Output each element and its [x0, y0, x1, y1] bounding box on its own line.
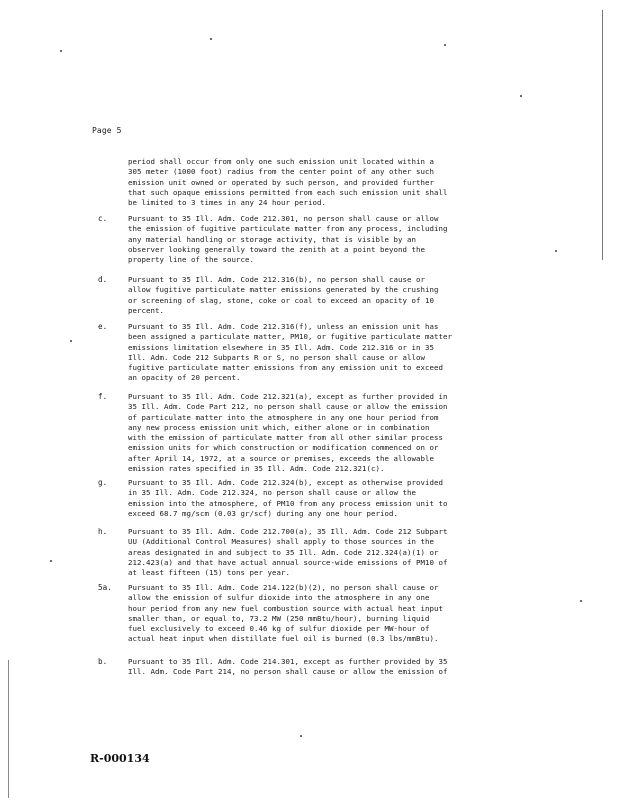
text-line: an opacity of 20 percent. [128, 373, 241, 383]
paragraph [128, 392, 520, 474]
scan-edge-line [602, 10, 603, 260]
page-label: Page 5 [92, 126, 122, 135]
text-line: been assigned a particulate matter, PM10, or fugitive particulate matter [128, 332, 452, 342]
text-line: any new process emission unit which, either alone or in combination [128, 422, 430, 432]
text-line: 35 Ill. Adm. Code Part 212, no person shall cause or allow the emission [128, 402, 448, 412]
text-line: Pursuant to 35 Ill. Adm. Code 212.301, no person shall cause or allow [128, 214, 439, 223]
text-line: Pursuant to 35 Ill. Adm. Code 214.301, except as further provided by 35 [128, 657, 448, 666]
text-line: that such opaque emissions permitted from each such emission unit shall [128, 187, 448, 197]
scan-speck [210, 38, 212, 40]
text-line: allow the emission of sulfur dioxide into the atmosphere in any one [128, 593, 430, 603]
text-line: Pursuant to 35 Ill. Adm. Code 212.324(b), except as otherwise provided [128, 478, 443, 487]
text-line: any material handling or storage activity, that is visible by an [128, 234, 416, 244]
text-line: at least fifteen (15) tons per year. [128, 568, 290, 578]
paragraph [128, 478, 520, 519]
text-line: percent. [128, 305, 164, 315]
text-line: allow fugitive particulate matter emissions generated by the crushing [128, 285, 439, 295]
scan-speck [520, 95, 522, 97]
text-line: fugitive particulate matter emissions from any emission unit to exceed [128, 363, 443, 373]
text-line: emission units for which construction or modification commenced on or [128, 443, 439, 453]
paragraph [128, 657, 520, 678]
text-line: emission rates specified in 35 Ill. Adm. Code 212.321(c). [128, 464, 385, 474]
text-line: fuel exclusively to exceed 0.46 kg of sulfur dioxide per MW-hour of [128, 624, 430, 634]
scan-speck [60, 50, 62, 52]
paragraph [128, 214, 520, 265]
scan-speck [300, 735, 302, 737]
paragraph [128, 527, 520, 578]
text-line: or screening of slag, stone, coke or coal to exceed an opacity of 10 [128, 295, 434, 305]
scan-speck [444, 44, 446, 46]
paragraph-label: g. [98, 478, 108, 487]
text-line: emission unit owned or operated by such person, and provided further [128, 177, 434, 187]
text-line: emission into the atmosphere, of PM10 from any process emission unit to [128, 498, 448, 508]
paragraph-label: h. [98, 527, 108, 536]
text-line: emissions limitation elsewhere in 35 Ill. Adm. Code 212.316 or in 35 [128, 342, 434, 352]
text-line: property line of the source. [128, 255, 254, 265]
paragraph-label: f. [98, 392, 108, 401]
text-line: observer looking generally toward the zenith at a point beyond the [128, 244, 425, 254]
text-line: Pursuant to 35 Ill. Adm. Code 212.316(f), unless an emission unit has [128, 322, 439, 331]
paragraph-label: c. [98, 214, 108, 223]
text-line: period shall occur from only one such emission unit located within a [128, 157, 434, 166]
paragraph [128, 322, 520, 384]
paragraph [128, 583, 520, 645]
text-line: be limited to 3 times in any 24 hour period. [128, 198, 326, 208]
text-line: exceed 68.7 mg/scm (0.03 gr/scf) during any one hour period. [128, 508, 398, 518]
paragraph [128, 275, 520, 316]
text-line: Ill. Adm. Code 212 Subparts R or S, no person shall cause or allow [128, 352, 425, 362]
paragraph-label: d. [98, 275, 108, 284]
scan-speck [70, 340, 72, 342]
text-line: with the emission of particulate matter from all other similar process [128, 433, 443, 443]
text-line: after April 14, 1972, at a source or premises, exceeds the allowable [128, 453, 434, 463]
text-line: areas designated in and subject to 35 Ill. Adm. Code 212.324(a)(1) or [128, 547, 439, 557]
paragraph-label: b. [98, 657, 108, 666]
scan-edge-line [8, 660, 9, 798]
text-line: Ill. Adm. Code Part 214, no person shall cause or allow the emission of [128, 667, 448, 677]
text-line: in 35 Ill. Adm. Code 212.324, no person shall cause or allow the [128, 488, 416, 498]
text-line: Pursuant to 35 Ill. Adm. Code 212.321(a), except as further provided in [128, 392, 448, 401]
text-line: of particulate matter into the atmosphere in any one hour period from [128, 412, 439, 422]
text-line: hour period from any new fuel combustion source with actual heat input [128, 603, 443, 613]
paragraph [128, 157, 520, 208]
paragraph-label: 5a. [98, 583, 112, 592]
text-line: Pursuant to 35 Ill. Adm. Code 212.316(b), no person shall cause or [128, 275, 425, 284]
scan-speck [555, 250, 557, 252]
text-line: the emission of fugitive particulate matter from any process, including [128, 224, 448, 234]
text-line: Pursuant to 35 Ill. Adm. Code 212.700(a), 35 Ill. Adm. Code 212 Subpart [128, 527, 448, 536]
text-line: 305 meter (1000 foot) radius from the center point of any other such [128, 167, 434, 177]
paragraph-label: e. [98, 322, 108, 331]
text-line: UU (Additional Control Measures) shall apply to those sources in the [128, 537, 434, 547]
scan-speck [50, 560, 52, 562]
scan-speck [580, 600, 582, 602]
text-line: smaller than, or equal to, 73.2 MW (250 mmBtu/hour), burning liquid [128, 613, 430, 623]
bates-number: R-000134 [90, 752, 150, 765]
text-line: Pursuant to 35 Ill. Adm. Code 214.122(b)(2), no person shall cause or [128, 583, 439, 592]
text-line: actual heat input when distillate fuel oil is burned (0.3 lbs/mmBtu). [128, 634, 439, 644]
text-line: 212.423(a) and that have actual annual source-wide emissions of PM10 of [128, 557, 448, 567]
